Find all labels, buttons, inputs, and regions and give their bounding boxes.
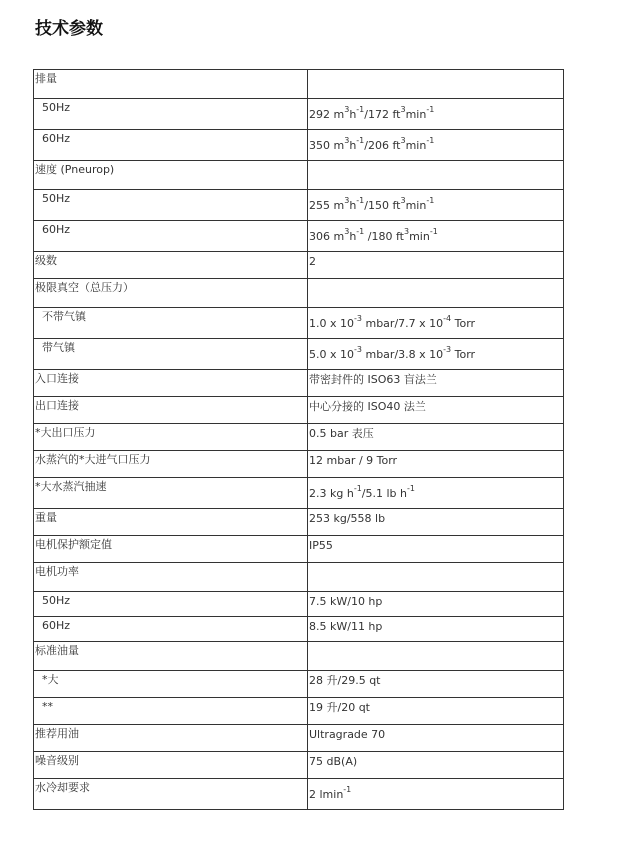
parameter-label (34, 642, 308, 671)
parameter-label (34, 592, 308, 617)
parameter-value (308, 161, 564, 190)
parameter-label (34, 221, 308, 252)
table-row (34, 563, 564, 592)
parameter-value (308, 221, 564, 252)
parameter-label (34, 339, 308, 370)
table-row (34, 221, 564, 252)
parameter-label (34, 451, 308, 478)
parameter-label (34, 161, 308, 190)
table-row (34, 308, 564, 339)
parameter-label (34, 424, 308, 451)
parameter-label-text: 级数 (35, 254, 57, 267)
table-row (34, 617, 564, 642)
parameter-label-text: ** (42, 700, 53, 713)
parameter-value (308, 397, 564, 424)
parameter-label-text: 带气镇 (42, 341, 75, 354)
table-row (34, 161, 564, 190)
table-row (34, 642, 564, 671)
page-title: 技术参数 (35, 19, 103, 39)
parameter-label (34, 725, 308, 752)
parameter-label-text: 水冷却要求 (35, 781, 90, 794)
parameter-value-text: IP55 (309, 539, 333, 552)
parameter-value (308, 130, 564, 161)
parameter-label-text: 电机保护额定值 (35, 538, 112, 551)
parameter-label (34, 70, 308, 99)
table-row (34, 509, 564, 536)
table-row (34, 370, 564, 397)
parameter-label (34, 308, 308, 339)
parameter-value-text: 5.0 x $10^{-3}$ mbar/3.8 x $10^{-3}$ Torr (309, 345, 476, 361)
table-row (34, 698, 564, 725)
parameter-label-text: 50Hz (42, 594, 71, 607)
parameter-value-text: 2 lmin$^{-1}$ (309, 785, 352, 801)
parameter-value-text: 带密封件的 ISO63 盲法兰 (309, 373, 437, 386)
table-row (34, 130, 564, 161)
parameter-value (308, 671, 564, 698)
parameter-value (308, 617, 564, 642)
table-row (34, 671, 564, 698)
parameter-label-text: 推荐用油 (35, 727, 79, 740)
parameter-value-text: 0.5 bar 表压 (309, 427, 374, 440)
table-row (34, 397, 564, 424)
table-row (34, 70, 564, 99)
parameter-label-text: 排量 (35, 72, 57, 85)
spec-table-body (34, 70, 564, 810)
parameter-label-text: 60Hz (42, 619, 71, 632)
parameter-label (34, 698, 308, 725)
parameter-label-text: 噪音级别 (35, 754, 79, 767)
parameter-label (34, 397, 308, 424)
parameter-label (34, 478, 308, 509)
parameter-label (34, 779, 308, 810)
parameter-value-text: 255 $m^3h^{-1}/150$ $ft^3\min^{-1}$ (309, 196, 435, 212)
parameter-label (34, 279, 308, 308)
parameter-value (308, 752, 564, 779)
parameter-value-text: 19 升/20 qt (309, 701, 370, 714)
parameter-value-text: 75 dB(A) (309, 755, 358, 768)
parameter-label-text: 速度 (Pneurop) (35, 163, 115, 176)
parameter-value (308, 370, 564, 397)
parameter-value-text: 292 $m^3h^{-1}/172$ $ft^3\min^{-1}$ (309, 105, 435, 121)
parameter-value (308, 509, 564, 536)
parameter-label-text: 重量 (35, 511, 57, 524)
parameter-value (308, 252, 564, 279)
table-row (34, 190, 564, 221)
parameter-value (308, 190, 564, 221)
parameter-value-text: Ultragrade 70 (309, 728, 386, 741)
table-row (34, 279, 564, 308)
table-row (34, 752, 564, 779)
parameter-label-text: 出口连接 (35, 399, 79, 412)
parameter-value-text: 中心分接的 ISO40 法兰 (309, 400, 426, 413)
parameter-value-text: 2.3 kg $h^{-1}/5.1$ lb $h^{-1}$ (309, 484, 415, 500)
parameter-value-text: 306 $m^3h^{-1}$ /180 $ft^3\min^{-1}$ (309, 227, 438, 243)
parameter-label-text: 60Hz (42, 223, 71, 236)
table-row (34, 451, 564, 478)
table-row (34, 252, 564, 279)
parameter-value-text: 1.0 x $10^{-3}$ mbar/7.7 x $10^{-4}$ Torr (309, 314, 476, 330)
parameter-label (34, 130, 308, 161)
parameter-label-text: 水蒸汽的*大进气口压力 (35, 453, 151, 466)
parameter-value (308, 424, 564, 451)
parameter-label-text: 50Hz (42, 101, 71, 114)
table-row (34, 779, 564, 810)
parameter-label-text: 不带气镇 (42, 310, 86, 323)
parameter-value (308, 642, 564, 671)
parameter-label (34, 563, 308, 592)
parameter-value (308, 478, 564, 509)
parameter-label-text: *大水蒸汽抽速 (35, 480, 107, 493)
parameter-value (308, 279, 564, 308)
parameter-label (34, 99, 308, 130)
parameter-label (34, 252, 308, 279)
parameter-value (308, 451, 564, 478)
spec-table (33, 69, 564, 810)
parameter-value (308, 308, 564, 339)
parameter-value-text: 28 升/29.5 qt (309, 674, 381, 687)
parameter-value (308, 779, 564, 810)
parameter-value (308, 339, 564, 370)
parameter-value (308, 99, 564, 130)
parameter-value-text: 12 mbar / 9 Torr (309, 454, 398, 467)
table-row (34, 478, 564, 509)
parameter-label-text: 入口连接 (35, 372, 79, 385)
parameter-label-text: 电机功率 (35, 565, 79, 578)
parameter-label-text: *大出口压力 (35, 426, 96, 439)
parameter-label-text: 50Hz (42, 192, 71, 205)
parameter-value (308, 592, 564, 617)
parameter-label-text: 极限真空（总压力） (35, 281, 134, 294)
table-row (34, 424, 564, 451)
table-row (34, 592, 564, 617)
parameter-label (34, 370, 308, 397)
parameter-value (308, 698, 564, 725)
parameter-value-text: 2 (309, 255, 316, 268)
parameter-label-text: *大 (42, 673, 59, 686)
parameter-label (34, 752, 308, 779)
table-row (34, 339, 564, 370)
parameter-label (34, 509, 308, 536)
parameter-label (34, 190, 308, 221)
parameter-value-text: 350 $m^3h^{-1}/206$ $ft^3\min^{-1}$ (309, 136, 435, 152)
parameter-label (34, 536, 308, 563)
parameter-value-text: 253 kg/558 lb (309, 512, 386, 525)
parameter-value (308, 725, 564, 752)
table-row (34, 725, 564, 752)
parameter-value (308, 563, 564, 592)
parameter-label (34, 671, 308, 698)
parameter-label (34, 617, 308, 642)
parameter-value (308, 536, 564, 563)
parameter-value-text: 7.5 kW/10 hp (309, 595, 383, 608)
parameter-label-text: 标准油量 (35, 644, 79, 657)
table-row (34, 99, 564, 130)
table-row (34, 536, 564, 563)
parameter-value-text: 8.5 kW/11 hp (309, 620, 383, 633)
parameter-label-text: 60Hz (42, 132, 71, 145)
parameter-value (308, 70, 564, 99)
